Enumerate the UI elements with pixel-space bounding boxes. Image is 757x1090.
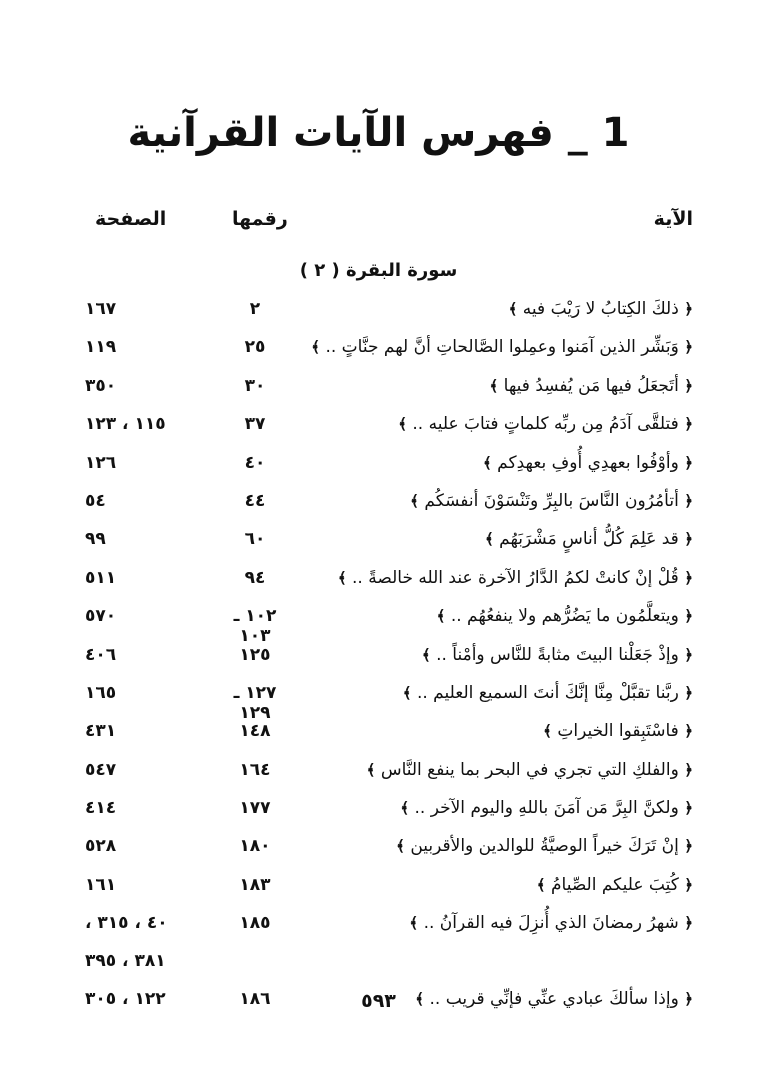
verse-content: وإذا سألكَ عبادي عنِّي فإنِّي قريب .. [429, 989, 679, 1010]
ornate-bracket-close-icon: ﴾ [489, 376, 499, 395]
verse-text [398, 414, 693, 434]
ornate-bracket-close-icon: ﴾ [337, 568, 347, 587]
table-row [0, 830, 757, 868]
verse-text [509, 299, 693, 319]
verse-number: ٣٠ [244, 375, 266, 396]
page-reference-continued: ٣٨١ ، ٣٩٥ [85, 951, 166, 972]
page-title: 1 _ فهرس الآيات القرآنية [127, 110, 630, 156]
header-page: الصفحة [95, 208, 167, 230]
verse-text [422, 645, 693, 665]
table-row [0, 447, 757, 485]
ornate-bracket-open-icon: ﴿ [684, 683, 693, 702]
ornate-bracket-open-icon: ﴿ [684, 645, 693, 664]
ornate-bracket-open-icon: ﴿ [684, 607, 693, 626]
ornate-bracket-open-icon: ﴿ [684, 760, 693, 779]
ornate-bracket-open-icon: ﴿ [684, 376, 693, 395]
ornate-bracket-close-icon: ﴾ [410, 491, 419, 510]
verse-number: ١٨٠ [239, 836, 271, 857]
verse-text [311, 337, 693, 357]
verse-content: فتلقَّى آدَمُ مِن ربِّه كلماتٍ فتابَ عليه .. [412, 414, 679, 435]
verse-number: ٤٠ [244, 452, 266, 473]
verse-text [485, 529, 693, 549]
ornate-bracket-open-icon: ﴿ [684, 914, 693, 933]
page-reference: ٥١١ [85, 567, 117, 588]
page-reference: ١٢٢ ، ٣٠٥ [85, 989, 166, 1010]
verse-number: ٤٤ [244, 490, 266, 511]
ornate-bracket-open-icon: ﴿ [684, 338, 693, 357]
table-row [0, 523, 757, 561]
page-reference: ٣٥٠ [85, 375, 117, 396]
verse-text [403, 683, 693, 703]
verse-number: ١٢٧ ـ ١٢٩ [233, 682, 277, 723]
verse-content: وإذْ جَعَلْنا البيتَ مثابةً للنَّاس وأمْناً .. [436, 644, 679, 665]
verse-content: وأوْفُوا بعهدِي أُوفِ بعهدِكم [497, 452, 679, 473]
ornate-bracket-open-icon: ﴿ [684, 837, 693, 856]
ornate-bracket-close-icon: ﴾ [366, 760, 376, 779]
page-reference: ٥٧٠ [85, 606, 117, 627]
verse-number: ١٨٦ [239, 989, 271, 1010]
verse-number: ١٨٥ [239, 913, 271, 934]
verse-text [338, 568, 693, 588]
ornate-bracket-open-icon: ﴿ [684, 568, 693, 587]
verse-content: كُتِبَ عليكم الصِّيامُ [550, 874, 679, 895]
ornate-bracket-open-icon: ﴿ [684, 875, 693, 894]
page-reference: ٤٣١ [85, 721, 117, 742]
verse-number: ١٠٢ ـ ١٠٣ [233, 606, 277, 647]
page-reference: ١٢٦ [85, 452, 117, 473]
ornate-bracket-close-icon: ﴾ [484, 530, 494, 549]
ornate-bracket-close-icon: ﴾ [421, 645, 431, 664]
verse-text [400, 798, 693, 818]
ornate-bracket-close-icon: ﴾ [396, 837, 405, 856]
verse-content: والفلكِ التي تجري في البحر بما ينفع النَّاس [380, 759, 679, 780]
verse-text [396, 836, 693, 856]
verse-content: أتَجعَلُ فيها مَن يُفسِدُ فيها [503, 375, 679, 396]
verse-content: وَبَشِّر الذين آمَنوا وعمِلوا الصَّالحاتِ أنَّ لهم جنَّاتٍ .. [325, 337, 679, 358]
verse-content: فاسْتَبِقوا الخيراتِ [557, 721, 679, 742]
table-row [0, 754, 757, 792]
verse-number: ١٨٣ [239, 874, 271, 895]
verse-number: ١٢٥ [239, 644, 271, 665]
verse-number: ١٦٤ [239, 759, 271, 780]
ornate-bracket-close-icon: ﴾ [398, 415, 407, 434]
verse-content: ولكنَّ البِرَّ مَن آمَنَ باللهِ واليوم الآخر .. [414, 798, 679, 819]
ornate-bracket-close-icon: ﴾ [400, 799, 410, 818]
table-row [0, 485, 757, 523]
verse-number: ٦٠ [244, 529, 266, 550]
ornate-bracket-open-icon: ﴿ [684, 799, 693, 818]
ornate-bracket-close-icon: ﴾ [402, 683, 412, 702]
ornate-bracket-close-icon: ﴾ [508, 300, 518, 318]
verse-content: شهرُ رمضانَ الذي أُنزِلَ فيه القرآنُ .. [423, 913, 679, 934]
table-row [0, 562, 757, 600]
verse-content: أتأمُرُون النَّاسَ بالبِرِّ وتَنْسَوْنَ أنفسَكُم [424, 490, 679, 511]
verse-content: قد عَلِمَ كُلُّ أناسٍ مَشْرَبَهُم [499, 529, 679, 550]
ornate-bracket-open-icon: ﴿ [684, 530, 693, 549]
table-row [0, 370, 757, 408]
ornate-bracket-close-icon: ﴾ [543, 722, 552, 741]
page-reference: ٤٠ ، ٣١٥ ، [85, 913, 168, 934]
table-row [0, 600, 757, 647]
verse-number: ٣٧ [244, 414, 266, 435]
verse-content: ذلكَ الكِتابُ لا رَيْبَ فيه [522, 299, 679, 319]
verse-text [483, 453, 693, 473]
ornate-bracket-open-icon: ﴿ [684, 453, 693, 472]
page-reference: ٥٢٨ [85, 836, 117, 857]
header-number: رقمها [232, 208, 288, 230]
page-reference: ١١٥ ، ١٢٣ [85, 414, 166, 435]
ornate-bracket-open-icon: ﴿ [684, 990, 693, 1009]
page-reference: ٩٩ [85, 529, 106, 550]
page-reference: ٥٤ [85, 490, 106, 511]
verse-number: ١٤٨ [239, 721, 271, 742]
table-row [0, 869, 757, 907]
ornate-bracket-close-icon: ﴾ [415, 990, 425, 1009]
ornate-bracket-close-icon: ﴾ [311, 338, 321, 357]
verse-number: ٢ [249, 299, 261, 319]
page-reference: ٤٠٦ [85, 644, 117, 665]
page-reference: ١٦١ [85, 874, 117, 895]
page-reference: ١١٩ [85, 337, 117, 358]
ornate-bracket-open-icon: ﴿ [684, 722, 693, 741]
surah-heading: سورة البقرة ( ٢ ) [299, 260, 458, 281]
verse-text [410, 491, 693, 511]
page-reference: ٤١٤ [85, 798, 117, 819]
ornate-bracket-close-icon: ﴾ [536, 875, 546, 894]
table-row [0, 293, 757, 331]
page-reference: ٥٤٧ [85, 759, 117, 780]
ornate-bracket-close-icon: ﴾ [482, 453, 492, 472]
table-row [0, 907, 757, 983]
table-row [0, 677, 757, 723]
ornate-bracket-open-icon: ﴿ [684, 415, 693, 434]
verse-number: ٢٥ [244, 337, 266, 358]
verse-text [409, 913, 693, 933]
ornate-bracket-open-icon: ﴿ [684, 300, 693, 318]
verse-index-list [0, 293, 757, 1022]
verse-text [367, 760, 693, 780]
header-verse: الآية [653, 208, 693, 230]
page-reference: ١٦٧ [85, 299, 117, 319]
verse-content: قُلْ إنْ كانتْ لكمُ الدَّارُ الآخرة عند الله خالصةً .. [352, 567, 679, 588]
page-number: ٥٩٣ [361, 990, 396, 1012]
verse-text [543, 721, 693, 741]
verse-content: ربَّنا تقبَّلْ مِنَّا إنَّكَ أنتَ السميع العليم .. [416, 682, 679, 703]
ornate-bracket-close-icon: ﴾ [436, 607, 446, 626]
verse-content: إنْ تَرَكَ خيراً الوصيَّةُ للوالدين والأقربين [410, 836, 679, 857]
verse-text [437, 606, 693, 626]
table-row [0, 331, 757, 369]
verse-text [489, 376, 693, 396]
verse-text [537, 875, 693, 895]
ornate-bracket-close-icon: ﴾ [409, 914, 419, 933]
ornate-bracket-open-icon: ﴿ [684, 491, 693, 510]
verse-content: ويتعلَّمُون ما يَضُرُّهم ولا ينفعُهُم .. [450, 606, 679, 627]
table-row [0, 792, 757, 830]
page-reference: ١٦٥ [85, 682, 117, 703]
table-row [0, 639, 757, 677]
verse-number: ٩٤ [244, 567, 266, 588]
verse-number: ١٧٧ [239, 798, 271, 819]
table-row [0, 408, 757, 446]
table-row [0, 715, 757, 753]
